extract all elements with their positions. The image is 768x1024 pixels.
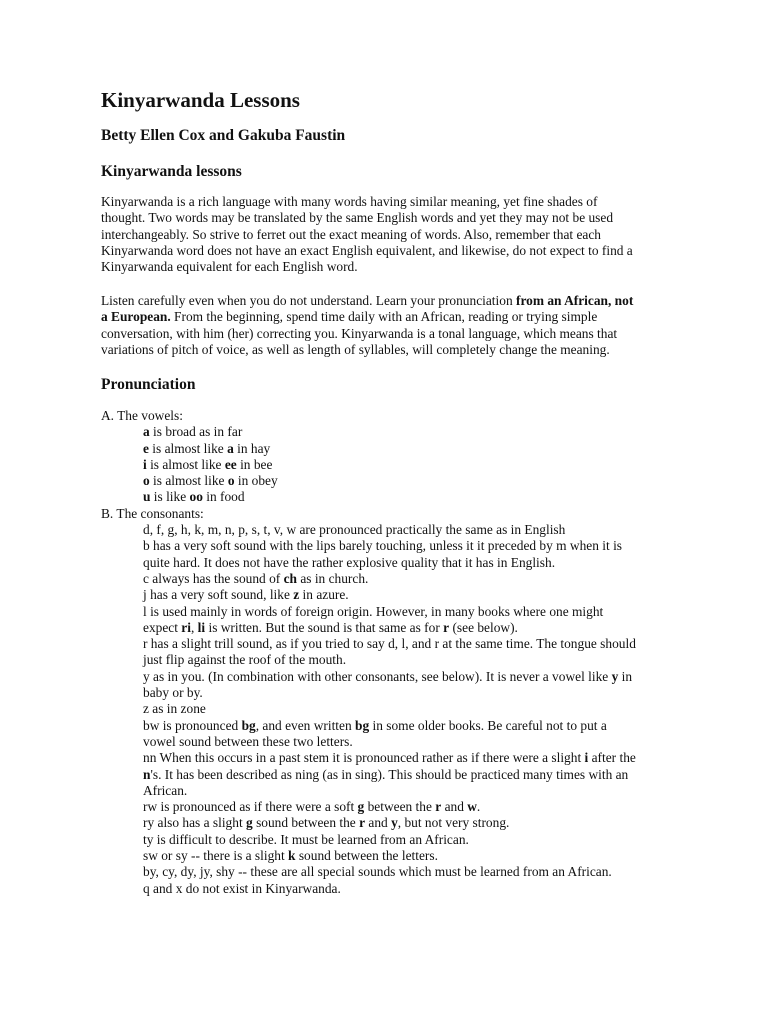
consonants-label: B. The consonants: [101,505,204,521]
bold-text: u [143,489,151,505]
text-line: thought. Two words may be translated by the same English words and yet they may not be used [101,210,614,226]
text-run: and [441,799,468,815]
text-run: in azure. [299,587,349,603]
document-title: Kinyarwanda Lessons [101,88,300,112]
text-run: From the beginning, spend time daily with an African, reading or trying simple [170,309,598,325]
consonant-rule: b has a very soft sound with the lips barely touching, unless it it preceded by m when it is [143,538,623,554]
text-line: Kinyarwanda is a rich language with many words having similar meaning, yet fine shades of [101,194,598,209]
intro-heading: Kinyarwanda lessons [101,163,242,180]
consonant-rule: d, f, g, h, k, m, n, p, s, t, v, w are pronounced practically the same as in English [143,522,566,538]
text-run: ry also has a slight [143,815,247,831]
bold-text: ri [181,619,191,635]
text-run: is broad as in far [149,424,243,440]
text-run: in bee [236,456,273,472]
text-line: Kinyarwanda equivalent for each English word. [101,259,358,275]
bold-text: n [143,766,151,782]
consonant-rule [101,750,667,766]
text-line: Kinyarwanda word does not have an exact English equivalent, and likewise, do not expect to find a [101,242,633,258]
consonant-rule [101,620,667,636]
text-run: bw is pronounced [143,717,242,733]
text-run: nn When this occurs in a past stem it is pronounced rather as if there were a slight [143,750,585,766]
bold-text: z [293,587,300,603]
vowel-rule [101,424,667,440]
bold-text: i [143,456,147,472]
bold-text: a European. [101,309,171,325]
bold-text: g [246,815,253,831]
bold-text: r [435,799,442,815]
consonant-rule [101,799,667,815]
bold-text: o [143,473,150,489]
consonant-rule: quite hard. It does not have the rather explosive quality that it has in English. [143,554,556,570]
bold-text: y [391,815,398,831]
bold-text: li [197,619,206,635]
consonant-rule: just flip against the roof of the mouth. [143,652,347,668]
pronunciation-heading: Pronunciation [101,376,196,393]
text-run: , but not very strong. [397,815,510,831]
vowel-rule [101,489,667,505]
text-run: j has a very soft sound, like [143,587,294,603]
text-line [101,309,667,325]
text-run: c always has the sound of [143,570,284,586]
text-line: interchangeably. So strive to ferret out the exact meaning of words. Also, remember that each [101,226,601,242]
text-run: y as in you. (In combination with other consonants, see below). It is never a vowel like [143,668,612,684]
text-line [101,293,667,309]
bold-text: a [227,440,234,456]
consonant-rule: baby or by. [143,685,203,701]
bold-text: r [359,815,366,831]
bold-text: o [227,473,235,489]
bold-text: y [611,668,619,684]
text-run: in hay [233,440,271,456]
vowel-rule [101,441,667,457]
consonant-rule [101,669,667,685]
intro-paragraph-2 [101,293,667,358]
consonant-rule [101,848,667,864]
text-run: sound between the letters. [295,848,438,864]
text-run: is written. But the sound is that same as for [205,619,444,635]
text-run: in some older books. Be careful not to put a [369,717,607,733]
bold-text: w [467,799,477,815]
consonant-rule: r has a slight trill sound, as if you tried to say d, l, and r at the same time. The tongue should [143,636,636,652]
text-run: is almost like [149,473,228,489]
text-line: conversation, with him (her) correcting you. Kinyarwanda is a tonal language, which means that [101,325,618,341]
bold-text: bg [355,717,370,733]
text-run: . [476,799,481,815]
text-run: as in church. [296,570,369,586]
text-run: after the [588,750,636,766]
text-run: in obey [234,473,278,489]
bold-text: k [288,848,296,864]
text-run: is almost like [148,440,228,456]
consonant-rule: ty is difficult to describe. It must be learned from an African. [143,831,469,847]
text-run: is like [150,489,190,505]
text-run: , and even written [255,717,355,733]
text-run: sw or sy -- there is a slight [143,848,289,864]
consonant-rule [101,718,667,734]
text-run: 's. It has been described as ning (as in sing). This should be practiced many times with an [150,766,629,782]
text-run: is almost like [146,456,225,472]
bold-text: bg [241,717,256,733]
text-run: in [618,668,633,684]
text-run: Listen carefully even when you do not understand. Learn your pronunciation [101,293,516,308]
text-run: and [365,815,392,831]
text-run: in food [202,489,245,505]
bold-text: from an African, not [516,293,634,308]
consonant-rule [101,571,667,587]
bold-text: ee [224,456,237,472]
bold-text: i [584,750,589,766]
consonant-rule: African. [143,782,188,798]
consonant-rule: l is used mainly in words of foreign origin. However, in many books where one might [143,603,604,619]
text-run: , [190,619,198,635]
vowel-rule [101,473,667,489]
consonant-rule: z as in zone [143,701,206,717]
text-run: rw is pronounced as if there were a soft [143,799,358,815]
consonant-rule [101,815,667,831]
vowels-label: A. The vowels: [101,408,183,423]
vowels-section [101,408,667,897]
consonant-rule: by, cy, dy, jy, shy -- these are all special sounds which must be learned from an African. [143,864,612,880]
text-run: sound between the [252,815,360,831]
consonant-rule: q and x do not exist in Kinyarwanda. [143,880,341,896]
text-run: expect [143,619,182,635]
text-run: (see below). [449,619,518,635]
bold-text: a [143,424,150,440]
document-authors: Betty Ellen Cox and Gakuba Faustin [101,127,346,144]
intro-paragraph-1 [101,194,667,275]
consonant-rule: vowel sound between these two letters. [143,733,353,749]
consonant-rule [101,587,667,603]
bold-text: e [143,440,149,456]
text-run: between the [364,799,436,815]
bold-text: g [357,799,365,815]
bold-text: r [443,619,450,635]
bold-text: oo [189,489,203,505]
bold-text: ch [283,570,297,586]
consonant-rule [101,767,667,783]
vowel-rule [101,457,667,473]
text-line: variations of pitch of voice, as well as length of syllables, will completely change the meaning. [101,341,610,357]
